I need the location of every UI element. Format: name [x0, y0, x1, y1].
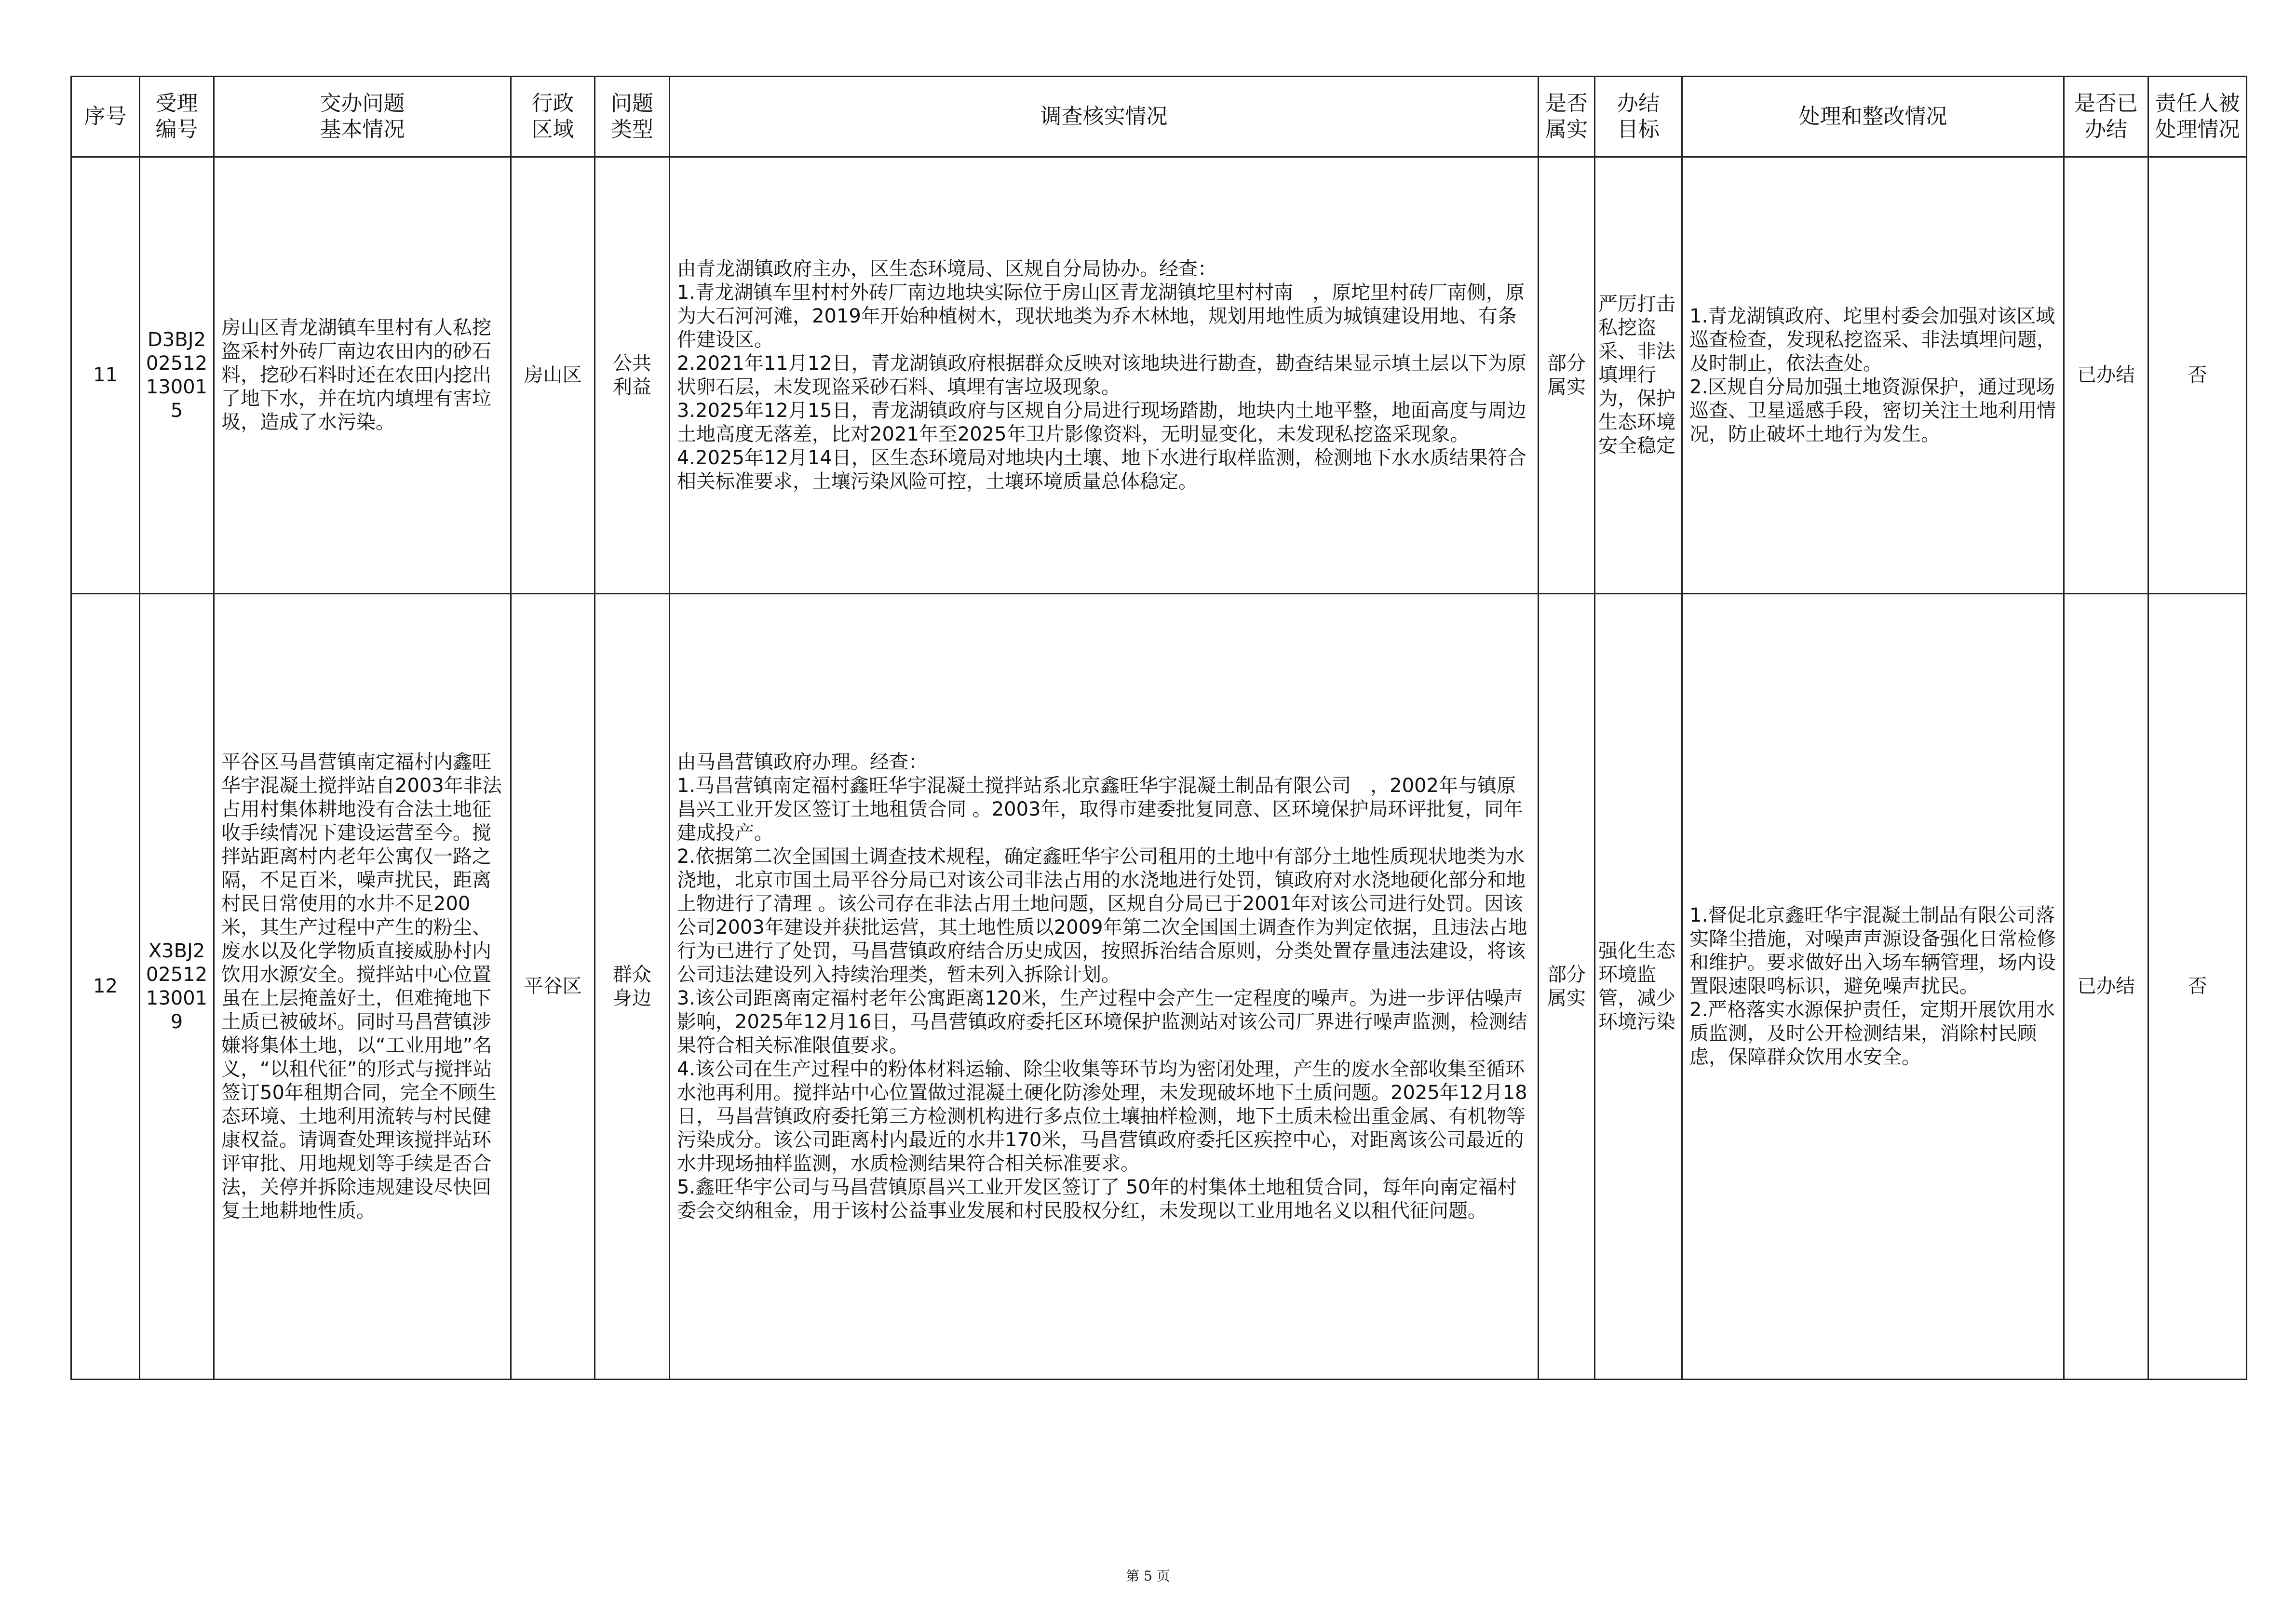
cell-goal: 严厉打击私挖盗采、非法填埋行为，保护生态环境安全稳定: [1595, 157, 1682, 594]
header-type: 问题 类型: [595, 77, 670, 157]
header-closed: 是否已 办结: [2064, 77, 2148, 157]
cell-verified: 部分 属实: [1539, 594, 1595, 1380]
cell-issue: 平谷区马昌营镇南定福村内鑫旺华宇混凝土搅拌站自2003年非法占用村集体耕地没有合法土地征收手续情况下建设运营至今。搅拌站距离村内老年公寓仅一路之隔，不足百米，噪声扰民，距离村民日常使用的水井不足200米，其生产过程中产生的粉尘、废水以及化学物质直接威胁村内饮用水源安全。搅拌站中心位置虽在上层掩盖好土，但难掩地下土质已被破坏。同时马昌营镇涉嫌将集体土地，以“工业用地”名义，“以租代征”的形式与搅拌站签订50年租期合同，完全不顾生态环境、土地利用流转与村民健康权益。请调查处理该搅拌站环评审批、用地规划等手续是否合法，关停并拆除违规建设尽快回复土地耕地性质。: [214, 594, 511, 1380]
header-index: 序号: [71, 77, 140, 157]
header-issue: 交办问题 基本情况: [214, 77, 511, 157]
header-district: 行政 区域: [511, 77, 595, 157]
cell-issue: 房山区青龙湖镇车里村有人私挖盗采村外砖厂南边农田内的砂石料，挖砂石料时还在农田内挖出了地下水，并在坑内填埋有害垃圾，造成了水污染。: [214, 157, 511, 594]
header-case-no: 受理 编号: [140, 77, 214, 157]
cell-investigation: 由青龙湖镇政府主办，区生态环境局、区规自分局协办。经查： 1.青龙湖镇车里村村外砖厂南边地块实际位于房山区青龙湖镇坨里村村南 ，原坨里村砖厂南侧，原为大石河河滩，2019年开始种植树木，现状地类为乔木林地，规划用地性质为城镇建设用地、有条件建设区。 2.2021年11月12日，青龙湖镇政府根据群众反映对该地块进行勘查，勘查结果显示填土层以下为原状卵石层，未发现盗采砂石料、填埋有害垃圾现象。 3.2025年12月15日，青龙湖镇政府与区规自分局进行现场踏勘，地块内土地平整，地面高度与周边土地高度无落差，比对2021年至2025年卫片影像资料，无明显变化，未发现私挖盗采现象。 4.2025年12月14日，区生态环境局对地块内土壤、地下水进行取样监测，检测地下水水质结果符合相关标准要求，土壤污染风险可控，土壤环境质量总体稳定。: [670, 157, 1539, 594]
table-row: [71, 594, 2247, 1380]
cell-case-no: D3BJ202512130015: [140, 157, 214, 594]
header-investigation: 调查核实情况: [670, 77, 1539, 157]
cell-goal: 强化生态环境监管，减少环境污染: [1595, 594, 1682, 1380]
table-row: [71, 157, 2247, 594]
header-row: [71, 77, 2247, 157]
cell-district: 平谷区: [511, 594, 595, 1380]
cell-handling: 1.督促北京鑫旺华宇混凝土制品有限公司落实降尘措施，对噪声声源设备强化日常检修和维护。要求做好出入场车辆管理，场内设置限速限鸣标识，避免噪声扰民。 2.严格落实水源保护责任，定期开展饮用水质监测，及时公开检测结果，消除村民顾虑，保障群众饮用水安全。: [1682, 594, 2064, 1380]
page-number: 第 5 页: [1126, 1568, 1170, 1584]
cell-investigation: 由马昌营镇政府办理。经查： 1.马昌营镇南定福村鑫旺华宇混凝土搅拌站系北京鑫旺华宇混凝土制品有限公司 ，2002年与镇原昌兴工业开发区签订土地租赁合同 。2003年，取得市建委批复同意、区环境保护局环评批复，同年建成投产。 2.依据第二次全国国土调查技术规程，确定鑫旺华宇公司租用的土地中有部分土地性质现状地类为水浇地，北京市国土局平谷分局已对该公司非法占用的水浇地进行处罚，镇政府对水浇地硬化部分和地上物进行了清理 。该公司存在非法占用土地问题，区规自分局已于2001年对该公司进行处罚。因该公司2003年建设并获批运营，其土地性质以2009年第二次全国国土调查作为判定依据，且违法占地行为已进行了处罚，马昌营镇政府结合历史成因，按照拆治结合原则，分类处置存量违法建设，将该公司违法建设列入持续治理类，暂未列入拆除计划。 3.该公司距离南定福村老年公寓距离120米，生产过程中会产生一定程度的噪声。为进一步评估噪声影响，2025年12月16日，马昌营镇政府委托区环境保护监测站对该公司厂界进行噪声监测，检测结果符合相关标准限值要求。 4.该公司在生产过程中的粉体材料运输、除尘收集等环节均为密闭处理，产生的废水全部收集至循环水池再利用。搅拌站中心位置做过混凝土硬化防渗处理，未发现破坏地下土质问题。2025年12月18日，马昌营镇政府委托第三方检测机构进行多点位土壤抽样检测，地下土质未检出重金属、有机物等污染成分。该公司距离村内最近的水井170米，马昌营镇政府委托区疾控中心，对距离该公司最近的水井现场抽样监测，水质检测结果符合相关标准要求。 5.鑫旺华宇公司与马昌营镇原昌兴工业开发区签订了 50年的村集体土地租赁合同，每年向南定福村委会交纳租金，用于该村公益事业发展和村民股权分红，未发现以工业用地名义以租代征问题。: [670, 594, 1539, 1380]
cell-accountability: 否: [2148, 157, 2247, 594]
cell-closed: 已办结: [2064, 157, 2148, 594]
cell-index: 11: [71, 157, 140, 594]
header-verified: 是否 属实: [1539, 77, 1595, 157]
cell-handling: 1.青龙湖镇政府、坨里村委会加强对该区域巡查检查，发现私挖盗采、非法填埋问题，及时制止，依法查处。 2.区规自分局加强土地资源保护，通过现场巡查、卫星遥感手段，密切关注土地利用情况，防止破坏土地行为发生。: [1682, 157, 2064, 594]
cell-closed: 已办结: [2064, 594, 2148, 1380]
cell-verified: 部分 属实: [1539, 157, 1595, 594]
header-handling: 处理和整改情况: [1682, 77, 2064, 157]
cell-accountability: 否: [2148, 594, 2247, 1380]
case-table: [70, 76, 2247, 1380]
header-goal: 办结 目标: [1595, 77, 1682, 157]
header-accountability: 责任人被 处理情况: [2148, 77, 2247, 157]
cell-case-no: X3BJ202512130019: [140, 594, 214, 1380]
cell-type: 公共 利益: [595, 157, 670, 594]
cell-index: 12: [71, 594, 140, 1380]
cell-district: 房山区: [511, 157, 595, 594]
cell-type: 群众 身边: [595, 594, 670, 1380]
